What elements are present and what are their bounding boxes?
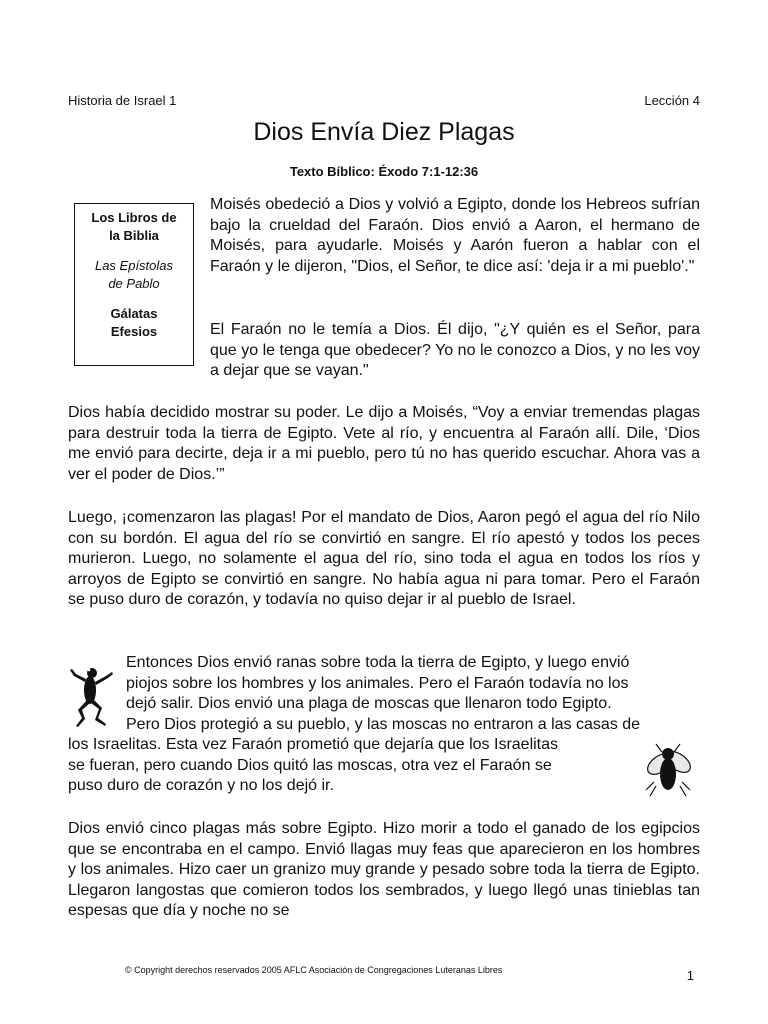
paragraph-4: Luego, ¡comenzaron las plagas! Por el mandato de Dios, Aaron pegó el agua del río Nilo con su bordón. El agua del río se convirtió en sangre. El río apestó y todos los peces murieron. Luego, no solamente el agua del río, sino toda el agua en todos los ríos y arroyos de Egipto se convirtió en sangre. No había agua ni para tomar. Pero el Faraón se puso duro de corazón, y todavía no quiso dejar ir al pueblo de Israel. (68, 509, 700, 608)
fly-icon (640, 738, 696, 798)
box-heading-line1: Los Libros de (91, 210, 177, 225)
page-title: Dios Envía Diez Plagas (253, 118, 515, 146)
page-number: 1 (686, 968, 694, 983)
paragraph-3: Dios había decidido mostrar su poder. Le dijo a Moisés, “Voy a enviar tremendas plagas para destruir toda la tierra de Egipto. Vete al río, y encuentra al Faraón allí. Dile, ‘Dios me envió para decirte, deja ir a mi pueblo, pero tú no has querido escuchar. Ahora vas a ver el poder de Dios.’” (68, 404, 700, 483)
paragraph-5 (68, 653, 700, 803)
paragraph-5-line: los Israelitas. Esta vez Faraón prometió que dejaría que los Israelitas (68, 736, 559, 753)
paragraph-5-line: puso duro de corazón y no los dejó ir. (68, 777, 334, 794)
paragraph-5-line: dejó salir. Dios envió una plaga de moscas que llenaron todo Egipto. (126, 695, 612, 712)
box-books (75, 305, 193, 341)
paragraph-2: El Faraón no le temía a Dios. Él dijo, "¿Y quién es el Señor, para que yo le tenga que obedecer? Yo no le conozco a Dios, y no les voy a dejar que se vayan." (210, 321, 700, 379)
book-efesios: Efesios (110, 324, 158, 339)
box-heading (75, 209, 193, 245)
paragraph-5-line: se fueran, pero cuando Dios quitó las moscas, otra vez el Faraón se (68, 756, 552, 774)
paragraph-5-line: Entonces Dios envió ranas sobre toda la tierra de Egipto, y luego envió (126, 654, 630, 671)
paragraph-5-line: Pero Dios protegió a su pueblo, y las moscas no entraron a las casas de (126, 715, 641, 733)
box-sub-line2: de Pablo (108, 276, 160, 291)
paragraph-6: Dios envió cinco plagas más sobre Egipto. Hizo morir a todo el ganado de los egipcios que se encontraba en el campo. Envió llagas muy feas que aparecieron en los hombres y los animales. Hizo caer un granizo muy grande y pesado sobre toda la tierra de Egipto. Llegaron langostas que comieron todos los sembrados, y luego llegó unas tinieblas tan espesas que día y noche no se (68, 820, 700, 919)
box-sub-line1: Las Epístolas (94, 258, 174, 273)
scripture-reference: Texto Bíblico: Éxodo 7:1-12:36 (289, 164, 479, 179)
book-galatas: Gálatas (110, 306, 158, 321)
course-title: Historia de Israel 1 (68, 93, 177, 108)
copyright-notice: © Copyright derechos reservados 2005 AFLC Asociación de Congregaciones Luteranas Libres (125, 965, 503, 975)
lesson-number: Lección 4 (644, 93, 700, 108)
paragraph-5-line: piojos sobre los hombres y los animales. Pero el Faraón todavía no los (126, 674, 629, 692)
paragraph-1: Moisés obedeció a Dios y volvió a Egipto, donde los Hebreos sufrían bajo la crueldad del Faraón. Dios envió a Aaron, el hermano de Moisés, para ayudarle. Moisés y Aarón fueron a hablar con el Faraón y le dijeron, "Dios, el Señor, te dice así: 'deja ir a mi pueblo'." (210, 196, 700, 275)
box-subheading (75, 257, 193, 293)
books-of-bible-box (74, 203, 194, 366)
box-heading-line2: la Biblia (109, 228, 159, 243)
